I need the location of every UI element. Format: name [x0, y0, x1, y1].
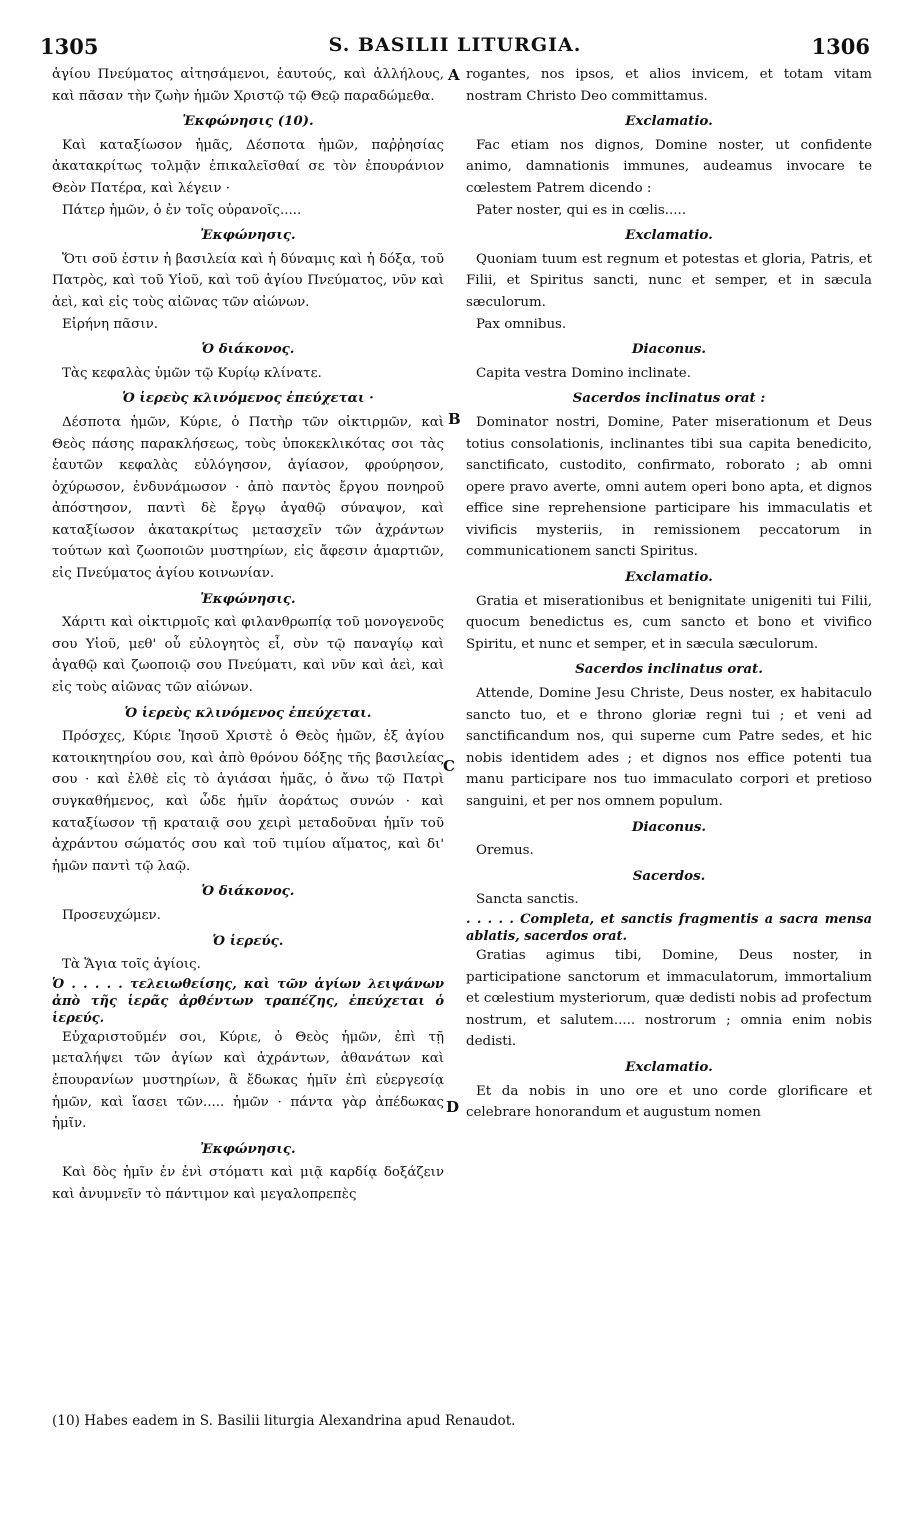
- greek-paragraph: Πρόσχες, Κύριε Ἰησοῦ Χριστὲ ὁ Θεὸς ἡμῶν, ἐξ ἁγίου κατοικητηρίου σου, καὶ ἀπὸ θρόνου δόξης τῆς βασιλείας σου · καὶ ἐλθὲ εἰς τὸ ἁγιάσαι ἡμᾶς, ὁ ἄνω τῷ Πατρὶ συγκαθήμενος, καὶ ὧδε ἡμῖν ἀοράτως συνών · καὶ καταξίωσον τῇ κραταιᾷ σου χειρὶ μεταδοῦναι ἡμῖν τοῦ ἀχράντου σώματός σου καὶ τοῦ τιμίου αἵματος, καὶ δι' ἡμῶν παντὶ τῷ λαῷ.: [52, 729, 444, 874]
- greek-paragraph: Ὅτι σοῦ ἐστιν ἡ βασιλεία καὶ ἡ δύναμις καὶ ἡ δόξα, τοῦ Πατρὸς, καὶ τοῦ Υἱοῦ, καὶ τοῦ ἁγίου Πνεύματος, νῦν καὶ ἀεὶ, καὶ εἰς τοὺς αἰῶνας τῶν αἰώνων.: [52, 251, 444, 310]
- greek-paragraph: Τὰ Ἅγια τοῖς ἁγίοις.: [62, 957, 201, 973]
- footnote: (10) Habes eadem in S. Basilii liturgia Alexandrina apud Renaudot.: [52, 1413, 516, 1429]
- latin-paragraph: Et da nobis in uno ore et uno corde glorificare et celebrare honorandum et augustum nomen: [466, 1083, 872, 1121]
- latin-paragraph: Fac etiam nos dignos, Domine noster, ut confidente animo, damnationis immunes, audeamus invocare te cœlestem Patrem dicendo :: [466, 137, 872, 196]
- section-marker-b: B: [448, 410, 461, 428]
- section-marker-c: C: [443, 757, 455, 775]
- latin-heading: Sacerdos inclinatus orat :: [572, 390, 766, 407]
- greek-paragraph: Εὐχαριστοῦμέν σοι, Κύριε, ὁ Θεὸς ἡμῶν, ἐπὶ τῇ μεταλήψει τῶν ἁγίων καὶ ἀχράντων, ἀθανάτων καὶ ἐπουρανίων μυστηρίων, ἃ ἔδωκας ἡμῖν ἐπὶ εὐεργεσίᾳ ἡμῶν, καὶ ἴασει τῶν..... ἡμῶν · πάντα γὰρ ἀπέδωκας ἡμῖν.: [52, 1029, 444, 1132]
- greek-paragraph: ἁγίου Πνεύματος αἰτησάμενοι, ἑαυτούς, καὶ ἀλλήλους, καὶ πᾶσαν τὴν ζωὴν ἡμῶν Χριστῷ τῷ Θεῷ παραδώμεθα.: [52, 67, 444, 104]
- latin-paragraph: Gratias agimus tibi, Domine, Deus noster, in participatione sanctorum et immaculatorum, immortalium et cœlestium mysteriorum, quæ dedisti nobis ad profectum nostrum, et salutem..... nostrorum ; omnia enim nobis dedisti.: [466, 947, 872, 1050]
- greek-heading: Ἐκφώνησις.: [200, 1140, 296, 1157]
- latin-heading: Diaconus.: [631, 818, 707, 835]
- section-marker-a: A: [448, 66, 460, 84]
- greek-heading: Ὁ ἱερεύς.: [212, 932, 284, 949]
- latin-paragraph: Pax omnibus.: [476, 316, 567, 332]
- latin-paragraph: Dominator nostri, Domine, Pater miserationum et Deus totius consolationis, inclinantes tibi sua capita benedicito, sanctificato, custodito, confirmato, roborato ; ab omni opere pravo averte, omni autem operi bono apta, et dignos effice sine reprehensione participare his immaculatis et vivificis mysteriis, in remissionem peccatorum in communicationem sancti Spiritus.: [466, 414, 872, 560]
- greek-heading: Ὁ διάκονος.: [201, 883, 295, 900]
- latin-heading: Exclamatio.: [625, 569, 713, 586]
- latin-paragraph: Sancta sanctis.: [476, 892, 579, 908]
- latin-heading: Exclamatio.: [625, 113, 713, 130]
- latin-paragraph: Attende, Domine Jesu Christe, Deus noster, ex habitaculo sancto tuo, et e throno gloriæ regni tui ; et veni ad sanctificandum nos, qui superne cum Patre sedes, et hic nobis identidem ades ; et dignos nos effice potenti tua manu participare nos tuo immaculato corpori et pretioso sanguini, et per nos omnem populum.: [466, 686, 872, 809]
- latin-heading: Exclamatio.: [625, 1058, 713, 1075]
- greek-heading: Ὁ ἱερεὺς κλινόμενος ἐπεύχεται.: [124, 704, 372, 721]
- greek-heading: Ἐκφώνησις (10).: [182, 113, 314, 130]
- latin-paragraph: Quoniam tuum est regnum et potestas et gloria, Patris, et Filii, et Spiritus sancti, nunc et semper, et in sæcula sæculorum.: [466, 251, 872, 310]
- latin-heading: Exclamatio.: [625, 227, 713, 244]
- latin-paragraph: Gratia et miserationibus et benignitate unigeniti tui Filii, quocum benedictus es, cum sancto et bono et vivifico Spiritu, et nunc et semper, et in sæcula sæculorum.: [466, 593, 872, 652]
- latin-paragraph: Capita vestra Domino inclinate.: [476, 365, 691, 381]
- greek-paragraph: Προσευχώμεν.: [62, 907, 161, 923]
- greek-paragraph: Χάριτι καὶ οἰκτιρμοῖς καὶ φιλανθρωπίᾳ τοῦ μονογενοῦς σου Υἱοῦ, μεθ' οὗ εὐλογητὸς εἶ, σὺν τῷ παναγίῳ καὶ ἀγαθῷ καὶ ζωοποιῷ σου Πνεύματι, καὶ νῦν καὶ ἀεὶ, καὶ εἰς τοὺς αἰῶνας τῶν αἰώνων.: [52, 615, 444, 696]
- running-title: S. BASILII LITURGIA.: [328, 34, 582, 56]
- greek-heading: Ἐκφώνησις.: [200, 227, 296, 244]
- greek-paragraph: Καὶ δὸς ἡμῖν ἐν ἑνὶ στόματι καὶ μιᾷ καρδίᾳ δοξάζειν καὶ ἀνυμνεῖν τὸ πάντιμον καὶ μεγαλοπρεπὲς: [52, 1165, 444, 1202]
- latin-paragraph: Oremus.: [476, 843, 534, 859]
- greek-heading: Ἐκφώνησις.: [200, 590, 296, 607]
- greek-paragraph: Πάτερ ἡμῶν, ὁ ἐν τοῖς οὐρανοῖς.....: [62, 202, 302, 218]
- latin-paragraph: rogantes, nos ipsos, et alios invicem, et totam vitam nostram Christo Deo committamus.: [466, 67, 872, 104]
- latin-rubric: . . . . . Completa, et sanctis fragmentis a sacra mensa ablatis, sacerdos orat.: [466, 911, 872, 944]
- latin-heading: Diaconus.: [631, 341, 707, 358]
- latin-heading: Sacerdos.: [632, 867, 706, 884]
- greek-paragraph: Καὶ καταξίωσον ἡμᾶς, Δέσποτα ἡμῶν, παῤῥησίας ἀκατακρίτως τολμᾷν ἐπικαλεῖσθαί σε τὸν ἐπουράνιον Θεὸν Πατέρα, καὶ λέγειν ·: [52, 137, 444, 196]
- greek-paragraph: Εἰρήνη πᾶσιν.: [62, 316, 158, 332]
- greek-paragraph: Τὰς κεφαλὰς ὑμῶν τῷ Κυρίῳ κλίνατε.: [62, 365, 322, 381]
- section-marker-d: D: [446, 1098, 460, 1116]
- right-page-number: 1306: [811, 34, 870, 59]
- latin-column: [466, 64, 872, 1124]
- greek-heading: Ὁ ἱερεὺς κλινόμενος ἐπεύχεται ·: [122, 390, 374, 407]
- page-header: [40, 34, 870, 64]
- greek-rubric: Ὁ . . . . . τελειωθείσης, καὶ τῶν ἁγίων λειψάνων ἀπὸ τῆς ἱερᾶς ἀρθέντων τραπέζης, ἐπεύχεται ὁ ἱερεύς.: [52, 976, 444, 1026]
- greek-column: [52, 64, 444, 1206]
- latin-paragraph: Pater noster, qui es in cœlis.....: [476, 202, 687, 218]
- left-page-number: 1305: [40, 34, 99, 59]
- latin-heading: Sacerdos inclinatus orat.: [575, 661, 763, 678]
- greek-paragraph: Δέσποτα ἡμῶν, Κύριε, ὁ Πατὴρ τῶν οἰκτιρμῶν, καὶ Θεὸς πάσης παρακλήσεως, τοὺς ὑποκεκλικότας σοι τὰς ἑαυτῶν κεφαλὰς εὐλόγησον, ἁγίασον, φρούρησον, ὀχύρωσον, ἐνδυνάμωσον · ἀπὸ παντὸς ἔργου πονηροῦ ἀπόστησον, παντὶ δὲ ἔργῳ ἀγαθῷ σύναψον, καὶ καταξίωσον ἀκατακρίτως μετασχεῖν τῶν ἀχράντων τούτων καὶ ζωοποιῶν μυστηρίων, εἰς ἄφεσιν ἁμαρτιῶν, εἰς Πνεύματος ἁγίου κοινωνίαν.: [52, 414, 444, 582]
- greek-heading: Ὁ διάκονος.: [201, 341, 295, 358]
